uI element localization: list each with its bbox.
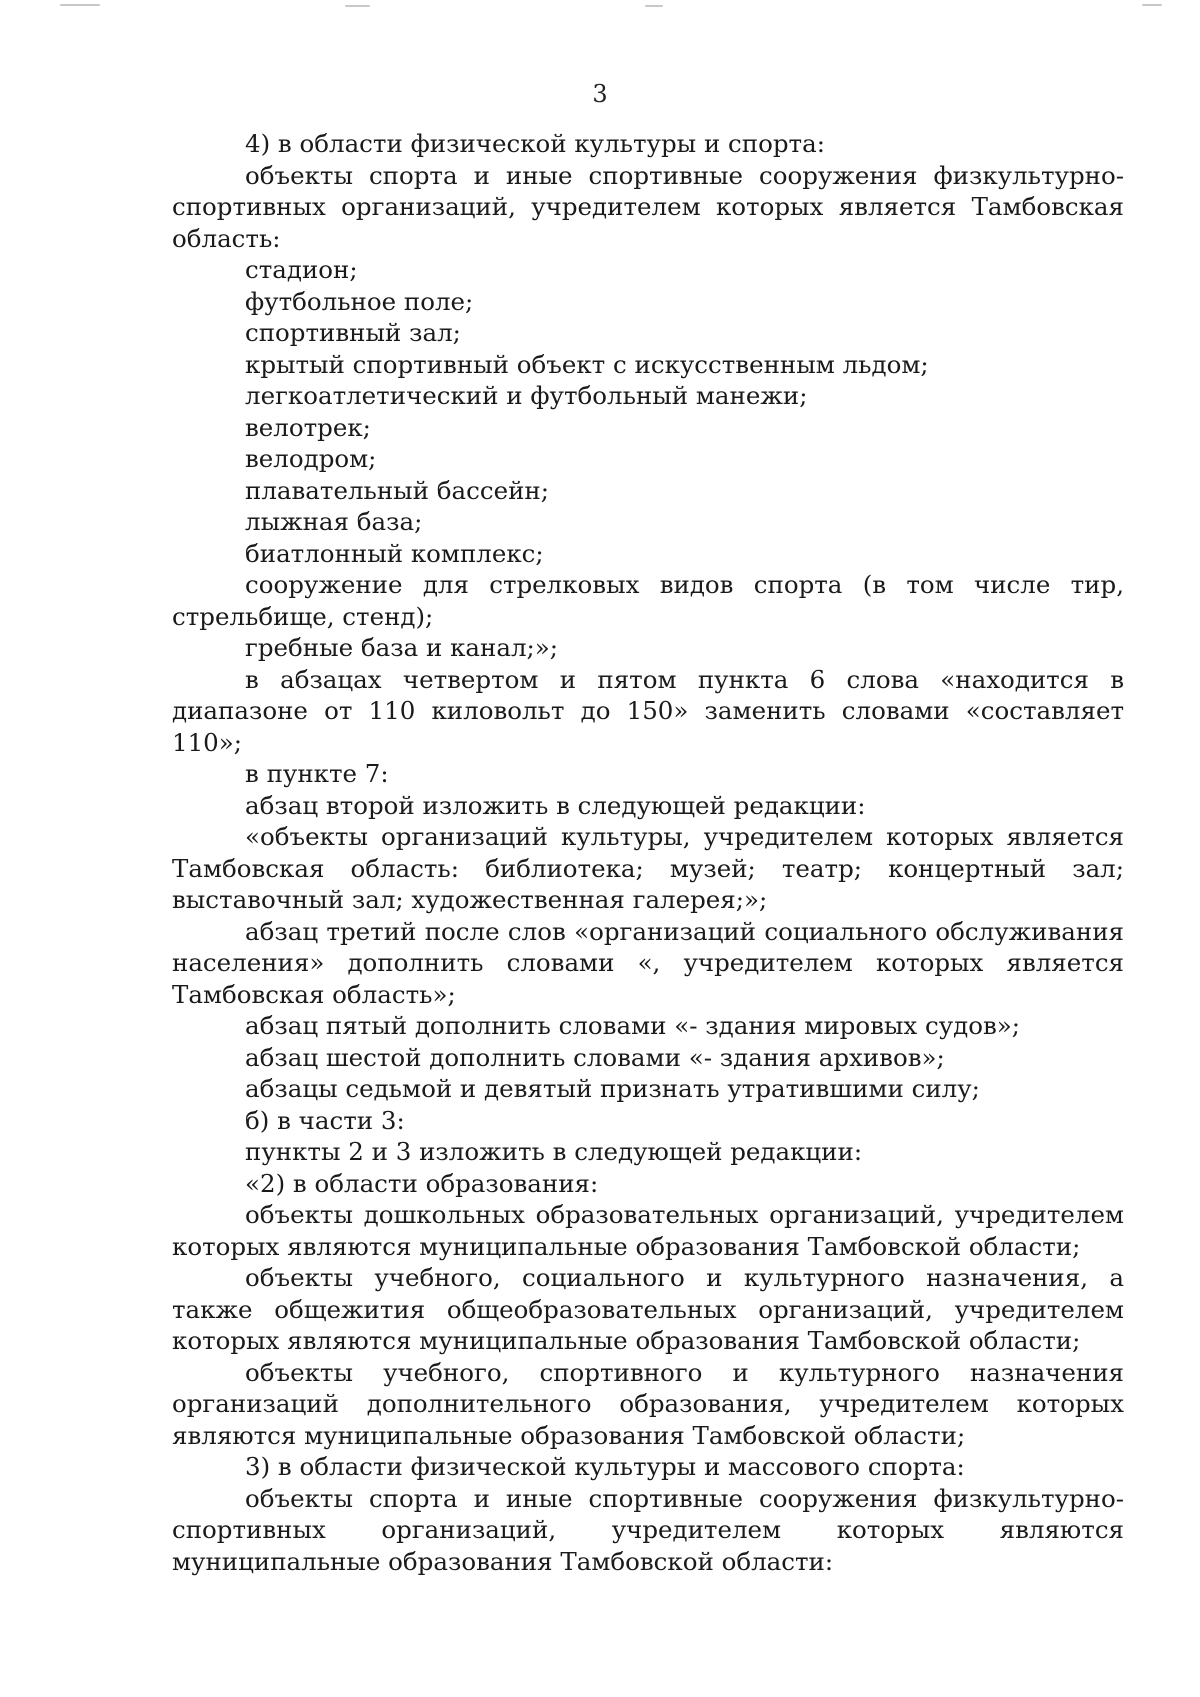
page-number: 3 xyxy=(592,80,608,108)
paragraph: футбольное поле; xyxy=(245,286,474,316)
paragraph: абзацы седьмой и девятый признать утратившими силу; xyxy=(245,1074,980,1103)
paragraph: «2) в области образования: xyxy=(245,1168,599,1198)
scan-artifact xyxy=(645,5,663,7)
paragraph: велотрек; xyxy=(245,412,371,442)
paragraph: в пункте 7: xyxy=(245,759,389,788)
paragraph: 4) в области физической культуры и спорта: xyxy=(245,129,825,158)
scan-artifact xyxy=(60,4,100,6)
paragraph: б) в части 3: xyxy=(245,1105,405,1135)
paragraph: абзац третий после слов «организаций социального обслуживания населения» дополнить словами «, учредителем которых является Тамбовская область»; xyxy=(172,916,1124,1009)
paragraph: велодром; xyxy=(245,444,377,473)
paragraph: «объекты организаций культуры, учредителем которых является Тамбовская область: библиотека; музей; театр; концертный зал; выставочный зал; художественная галерея;»; xyxy=(172,822,1124,914)
paragraph: в абзацах четвертом и пятом пункта 6 слова «находится в диапазоне от 110 киловольт до 150» заменить словами «составляет 110»; xyxy=(172,664,1124,757)
paragraph: объекты дошкольных образовательных организаций, учредителем которых являются муниципальные образования Тамбовской области; xyxy=(172,1200,1124,1261)
paragraph: сооружение для стрелковых видов спорта (в том числе тир, стрельбище, стенд); xyxy=(172,570,1124,631)
paragraph: абзац второй изложить в следующей редакции: xyxy=(245,790,866,820)
scan-artifact xyxy=(345,5,370,7)
paragraph: объекты спорта и иные спортивные сооружения физкультурно-спортивных организаций, учредителем которых является Тамбовская область: xyxy=(172,160,1124,253)
paragraph: гребные база и канал;»; xyxy=(245,633,559,662)
paragraph: объекты спорта и иные спортивные сооружения физкультурно-спортивных организаций, учредителем которых являются муниципальные образования Тамбовской области: xyxy=(172,1483,1124,1576)
paragraph: объекты учебного, социального и культурного назначения, а также общежития общеобразовательных организаций, учредителем которых являются муниципальные образования Тамбовской области; xyxy=(172,1263,1124,1355)
paragraph: 3) в области физической культуры и массового спорта: xyxy=(245,1452,965,1481)
document-body xyxy=(172,128,1124,1577)
paragraph: объекты учебного, спортивного и культурного назначения организаций дополнительного образования, учредителем которых являются муниципальные образования Тамбовской области; xyxy=(172,1357,1124,1450)
paragraph: пункты 2 и 3 изложить в следующей редакции: xyxy=(245,1137,863,1166)
paragraph: абзац пятый дополнить словами «- здания мировых судов»; xyxy=(245,1011,1020,1040)
paragraph: абзац шестой дополнить словами «- здания архивов»; xyxy=(245,1042,945,1072)
paragraph: биатлонный комплекс; xyxy=(245,538,544,568)
paragraph: спортивный зал; xyxy=(245,318,461,347)
paragraph: крытый спортивный объект с искусственным льдом; xyxy=(245,349,929,379)
paragraph: лыжная база; xyxy=(245,507,423,536)
paragraph: стадион; xyxy=(245,255,358,284)
scan-artifact xyxy=(1142,4,1162,6)
paragraph: легкоатлетический и футбольный манежи; xyxy=(245,381,808,410)
paragraph: плавательный бассейн; xyxy=(245,475,550,505)
